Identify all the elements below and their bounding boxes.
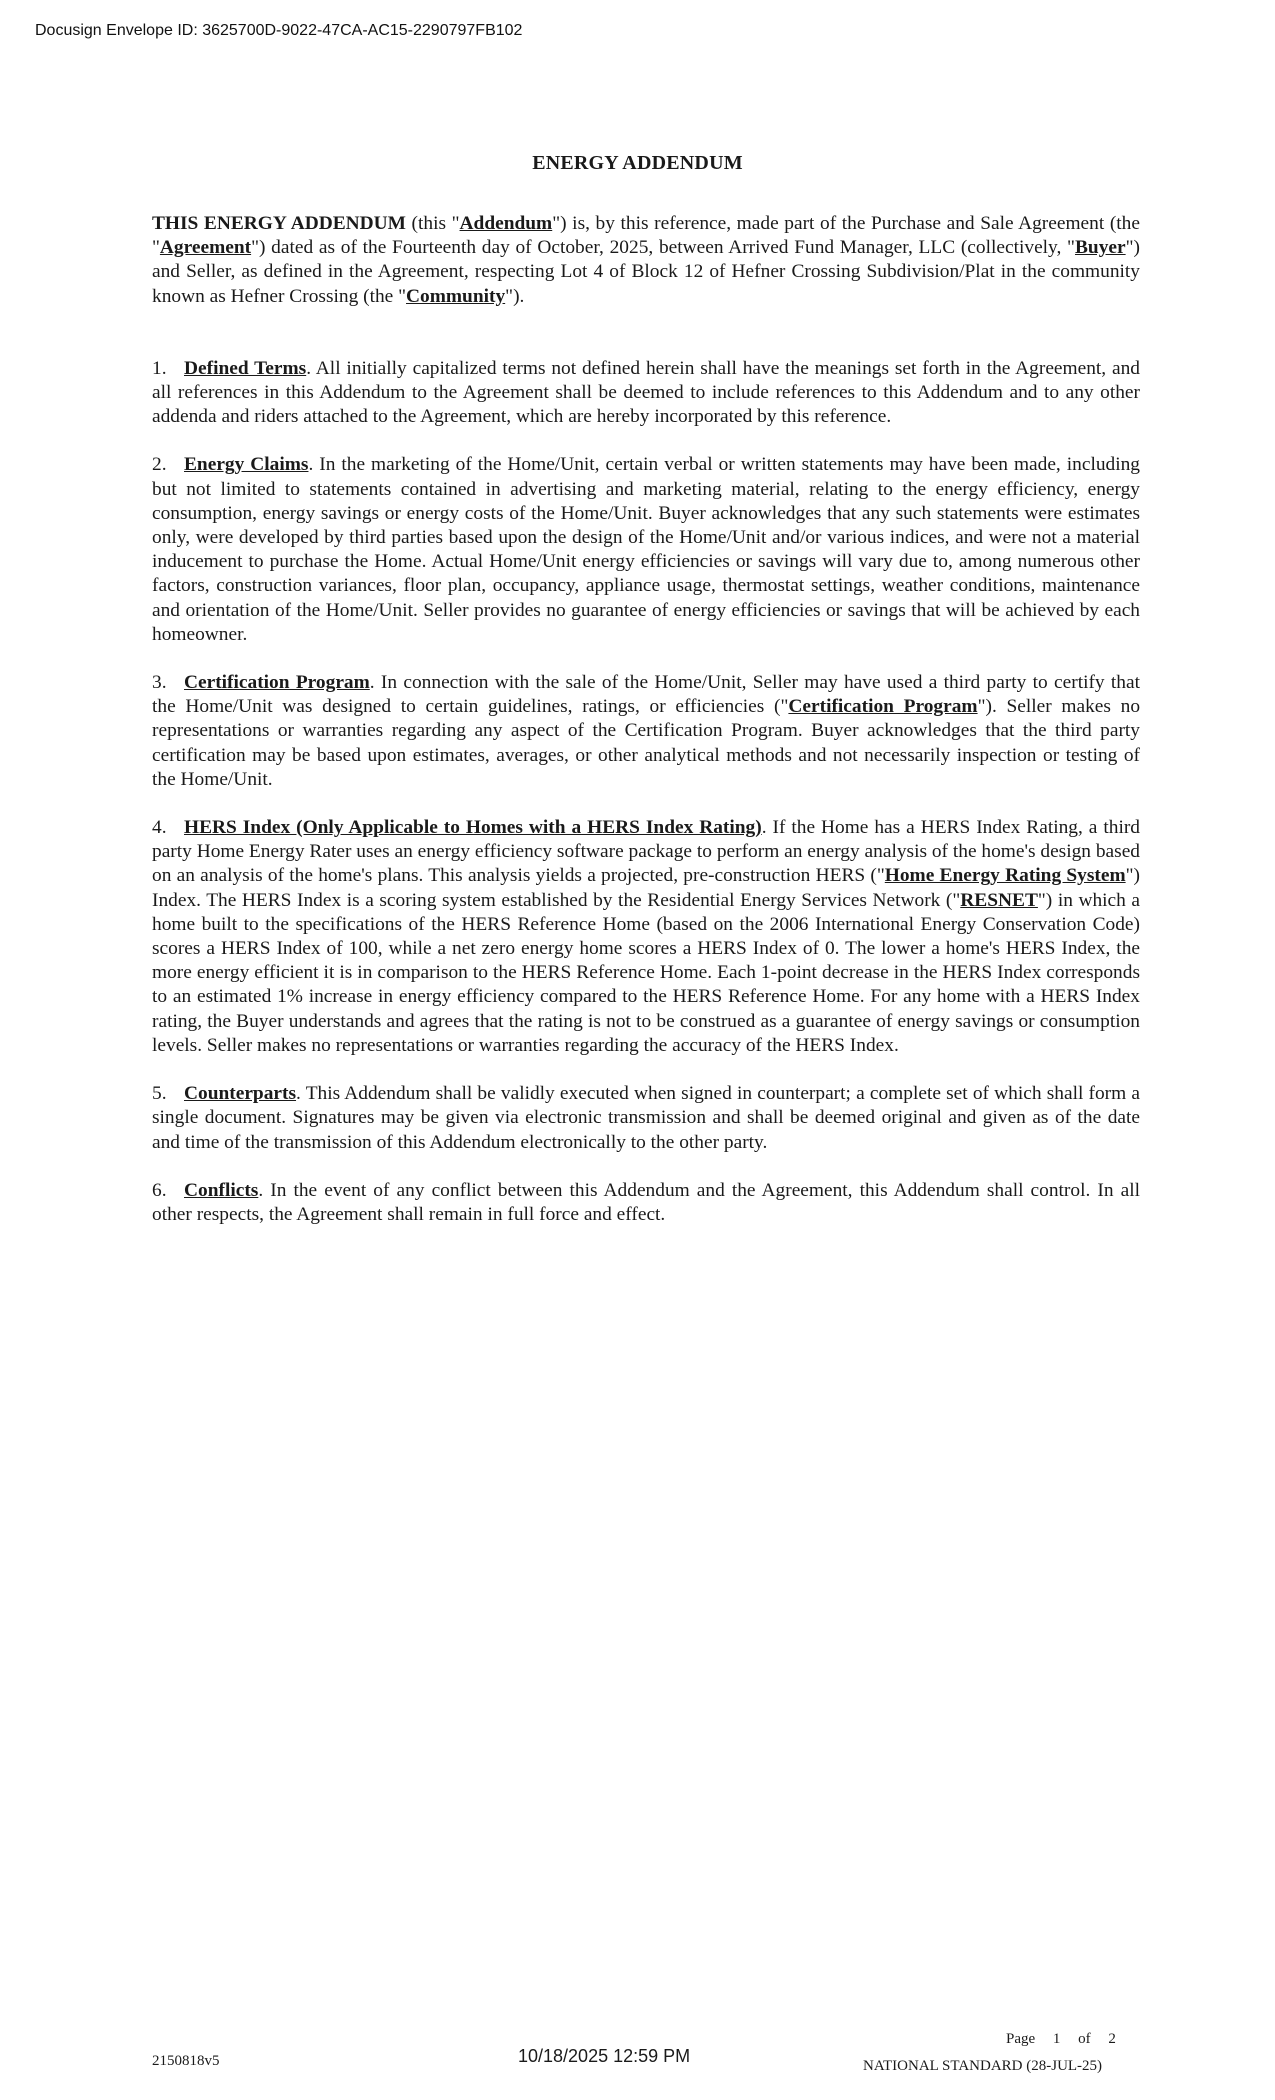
section-number: 1. xyxy=(152,357,167,379)
section-heading: Counterparts xyxy=(184,1083,297,1105)
section-3-certification-program xyxy=(152,671,1140,792)
intro-text: ") dated as of the Fourteenth day of October, 2025, between Arrived Fund Manager, LLC (collectively, " xyxy=(251,237,1075,259)
section-heading: Energy Claims xyxy=(184,454,309,476)
section-text: . In the event of any conflict between this Addendum and the Agreement, this Addendum shall control. In all other respects, the Agreement shall remain in full force and effect. xyxy=(152,1179,1140,1225)
term-agreement: Agreement xyxy=(159,237,252,259)
section-number: 5. xyxy=(152,1083,167,1105)
term-resnet: RESNET xyxy=(960,889,1038,911)
intro-paragraph xyxy=(152,212,1140,309)
section-text: . This Addendum shall be validly executed when signed in counterpart; a complete set of which shall form a single document. Signatures may be given via electronic transmission and shall be deemed original and given as of the date and time of the transmission of this Addendum electronically to the other party. xyxy=(152,1083,1140,1153)
section-text: . In the marketing of the Home/Unit, certain verbal or written statements may have been made, including but not limited to statements contained in advertising and marketing material, relating to the energy efficiency, energy consumption, energy savings or energy costs of the Home/Unit. Buyer acknowledges that any such statements were estimates only, were developed by third parties based upon the design of the Home/Unit and/or various indices, and were not a material inducement to purchase the Home. Actual Home/Unit energy efficiencies or savings will vary due to, among numerous other factors, construction variances, floor plan, occupancy, appliance usage, thermostat settings, weather conditions, maintenance and orientation of the Home/Unit. Seller provides no guarantee of energy efficiencies or savings that will be achieved by each homeowner. xyxy=(152,454,1140,645)
footer-standard: NATIONAL STANDARD (28-JUL-25) xyxy=(863,2058,1103,2074)
section-1-defined-terms xyxy=(152,357,1140,430)
section-heading: Certification Program xyxy=(184,672,370,694)
section-text: . In connection with the sale of the Home/Unit, Seller may have used a third party to certify that the Home/Unit was designed to certain guidelines, ratings, or efficiencies (" xyxy=(152,672,1140,718)
section-6-conflicts xyxy=(152,1179,1140,1227)
section-number: 3. xyxy=(152,672,167,694)
section-4-hers-index xyxy=(152,816,1140,1058)
term-certification-program: Certification Program xyxy=(788,696,978,718)
term-community: Community xyxy=(406,285,506,307)
document-body xyxy=(152,212,1140,1251)
section-heading: HERS Index (Only Applicable to Homes with a HERS Index Rating) xyxy=(184,817,762,839)
docusign-envelope-id: Docusign Envelope ID: 3625700D-9022-47CA-AC15-2290797FB102 xyxy=(35,22,523,39)
page-number: 1 xyxy=(1052,2031,1061,2047)
footer-timestamp: 10/18/2025 12:59 PM xyxy=(518,2046,691,2066)
intro-text: ") is, by this reference, made part of the Purchase and Sale Agreement (the " xyxy=(152,213,1140,259)
term-home-energy-rating-system: Home Energy Rating System xyxy=(884,865,1126,887)
document-title: ENERGY ADDENDUM xyxy=(532,152,743,174)
section-2-energy-claims xyxy=(152,453,1140,647)
section-text: ") in which a home built to the specifications of the HERS Reference Home (based on the 2006 International Energy Conservation Code) scores a HERS Index of 100, while a net zero energy home scores a HERS Index of 0. The lower a home's HERS Index, the more energy efficient it is in comparison to the HERS Reference Home. Each 1-point decrease in the HERS Index corresponds to an estimated 1% increase in energy efficiency compared to the HERS Reference Home. For any home with a HERS Index rating, the Buyer understands and agrees that the rating is not to be construed as a guarantee of energy savings or consumption levels. Seller makes no representations or warranties regarding the accuracy of the HERS Index. xyxy=(152,889,1140,1056)
section-number: 6. xyxy=(152,1179,167,1201)
page-of: of xyxy=(1078,2031,1091,2047)
term-buyer: Buyer xyxy=(1074,237,1126,259)
footer-page-indicator xyxy=(1006,2031,1116,2048)
section-heading: Conflicts xyxy=(184,1179,259,1201)
intro-text: (this " xyxy=(405,213,460,234)
intro-text: ") and Seller, as defined in the Agreement, respecting Lot 4 of Block 12 of Hefner Crossing Subdivision/Plat in the community known as Hefner Crossing (the " xyxy=(152,237,1140,307)
section-number: 2. xyxy=(152,454,167,476)
term-addendum: Addendum xyxy=(459,213,553,234)
section-heading: Defined Terms xyxy=(184,357,307,379)
section-text: . All initially capitalized terms not defined herein shall have the meanings set forth in the Agreement, and all references in this Addendum to the Agreement shall be deemed to include references to this Addendum and to any other addenda and riders attached to the Agreement, which are hereby incorporated by this reference. xyxy=(152,357,1140,428)
page-label: Page xyxy=(1006,2031,1036,2047)
section-number: 4. xyxy=(152,817,167,839)
section-text: . If the Home has a HERS Index Rating, a third party Home Energy Rater uses an energy efficiency software package to perform an energy analysis of the home's design based on an analysis of the home's plans. This analysis yields a projected, pre-construction HERS (" xyxy=(152,817,1140,887)
page-total: 2 xyxy=(1108,2031,1116,2047)
footer-doc-id: 2150818v5 xyxy=(152,2053,220,2069)
section-5-counterparts xyxy=(152,1082,1140,1155)
section-text: ") Index. The HERS Index is a scoring system established by the Residential Energy Services Network (" xyxy=(152,865,1140,911)
intro-lead: THIS ENERGY ADDENDUM xyxy=(152,213,406,234)
intro-text: "). xyxy=(505,285,525,307)
section-text: "). Seller makes no representations or warranties regarding any aspect of the Certification Program. Buyer acknowledges that the third party certification may be based upon estimates, averages, or other analytical methods and not necessarily inspection or testing of the Home/Unit. xyxy=(152,696,1141,790)
